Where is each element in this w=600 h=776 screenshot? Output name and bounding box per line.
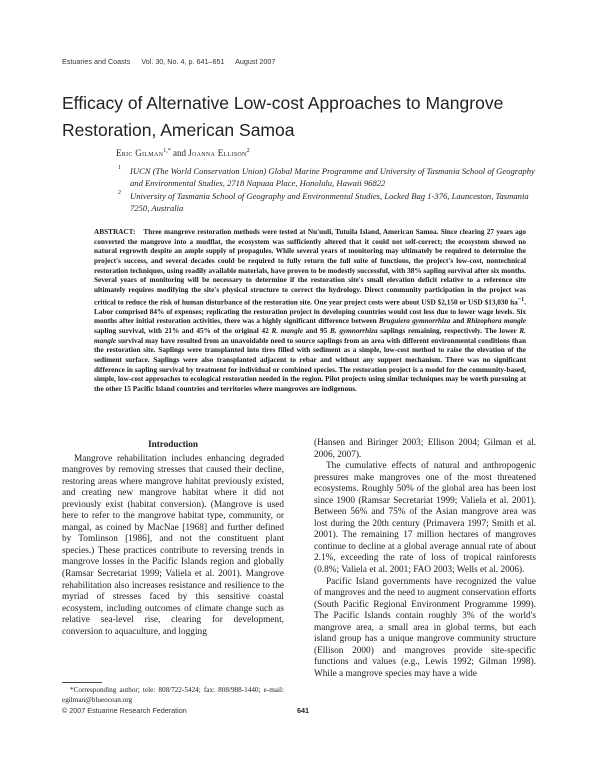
running-head	[62, 57, 284, 66]
intro-paragraph-1-continued: (Hansen and Biringer 2003; Ellison 2004; Gilman et al. 2006, 2007).	[314, 438, 536, 460]
abstract-text: Three mangrove restoration methods were tested at Nu'uuli, Tutuila Island, American Samoa. Since clearing 27 years ago converted the mangrove into a mudflat, the ecosystem was sufficiently altered that it could not self-correct; the ecosystem showed no natural regrowth despite an ample supply of propagules. While several years of monitoring may ultimately be required to determine the project's success, and several decades could be required to fully return the full suite of functions, the project's low-cost, nontechnical restoration techniques, using readily available materials, have proven to be modestly successful, with 38% sapling survival after six months. Several years of monitoring will be necessary to determine if the restoration site's small elevation deficit relative to a reference site ultimately requires modifying the site's physical structure to correct the hydrology. Direct community participation in the project was critical to reduce the risk of human disturbance of the restoration site. One year project costs were about USD $2,150 or USD $13,030 ha	[94, 228, 526, 306]
intro-paragraph-3: Pacific Island governments have recognized the value of mangroves and the need to augment conservation efforts (South Pacific Regional Environment Programme 1999). The Pacific Islands contain roughly 3% of the world's mangrove area, a small area in global terms, but each island group has a unique mangrove community structure (Ellison 2000) and mangroves provide site-specific functions and values (e.g., Lewis 1992; Gilman 1998). While a mangrove species may have a wide	[314, 576, 536, 679]
footnote-divider	[62, 682, 102, 683]
abstract-label: ABSTRACT:	[94, 228, 136, 236]
affiliation-text: IUCN (The World Conservation Union) Global Marine Programme and University of Tasmania School of Geography and Environmental Studies, 2718 Napuaa Place, Honolulu, Hawaii 96822	[130, 166, 535, 189]
abstract-superscript: −1	[517, 296, 525, 303]
author-1-marks: 1,*	[163, 148, 171, 154]
corresponding-author-footnote: *Corresponding author; tele: 808/722-5424; fax: 808/988-1440; e-mail: egilman@blueocean.org	[62, 686, 284, 704]
author-2-marks: 2	[246, 148, 250, 154]
abstract-text: saplings remaining, respectively. The lower	[377, 326, 520, 335]
copyright-notice: © 2007 Estuarine Research Federation	[62, 706, 187, 715]
page-number: 641	[297, 706, 309, 715]
volume-pages: Vol. 30, No. 4, p. 641–651	[141, 57, 225, 66]
affiliations	[118, 165, 538, 215]
right-column	[314, 438, 536, 680]
abstract-text: survival may have resulted from an unavoidable need to source saplings from an area with different environmental conditions than the restoration site. Saplings were transplanted into tires filled with sediment as a simple, low-cost method to raise the elevation of the sediment surface. Saplings were also transplanted adjacent to rebar and without any support mechanism. There was no significant difference in sapling survival by treatment for individual or combined species. The restoration project is a model for the community-based, simple, low-cost approaches to ecological restoration needed in the region. Pilot projects using similar techniques may be worth pursuing at the other 15 Pacific Island countries and territories where mangroves are indigenous.	[94, 336, 526, 393]
author-connector: and	[170, 148, 189, 158]
affiliation-number: 1	[118, 165, 121, 171]
journal-name: Estuaries and Coasts	[62, 57, 131, 66]
section-heading-introduction: Introduction	[148, 439, 198, 449]
abstract	[94, 228, 526, 395]
author-1: Eric Gilman	[116, 148, 164, 158]
species-name: R. mangle	[271, 326, 303, 335]
abstract-text: and 95	[302, 326, 330, 335]
affiliation-1	[118, 165, 538, 190]
species-name: B. gymnorrhiza	[329, 326, 378, 335]
species-name: Rhizophora mangle	[466, 317, 526, 326]
author-2: Joanna Ellison	[188, 148, 247, 158]
species-name: Bruguiera gymnorrhiza	[378, 317, 451, 326]
left-column	[62, 439, 284, 638]
affiliation-number: 2	[118, 189, 121, 196]
affiliation-text: University of Tasmania School of Geography and Environmental Studies, Locked Bag 1-376, Launceston, Tasmania 7250, Australia	[130, 190, 529, 214]
abstract-text: and	[450, 317, 467, 326]
intro-paragraph-2: The cumulative effects of natural and anthropogenic pressures make mangroves one of the most threatened ecosystems. Roughly 50% of the global area has been lost since 1900 (Ramsar Secretariat 1999; Valiela et al. 2001). Between 56% and 75% of the Asian mangrove area was lost during the 20th century (Primavera 1997; Smith et al. 2001). The remaining 17 million hectares of mangroves continue to decline at a global average annual rate of about 2.1%, exceeding the rate of loss of tropical rainforests (0.8%; Valiela et al. 2001; FAO 2003; Wells et al. 2006).	[314, 461, 536, 576]
affiliation-2	[118, 190, 538, 215]
species-name: R. mangle	[94, 326, 526, 345]
intro-paragraph-1: Mangrove rehabilitation includes enhancing degraded mangroves by removing stresses that caused their decline, restoring areas where mangrove habitat previously existed, and creating new mangrove habitat where it did not previously exist (habitat conversion). (Mangrove is used here to refer to the mangrove habitat type, community, or mangal, as coined by MacNae [1968] and further defined by Tomlinson [1986], and not the constituent plant species.) These practices contribute to reversing trends in mangrove losses in the Pacific Islands region and globally (Ramsar Secretariat 1999; Valiela et al. 2001). Mangrove rehabilitation also increases resistance and resilience to the myriad of stresses faced by this sensitive coastal ecosystem, including outcomes of climate change such as relative sea-level rise, clearing for development, conversion to aquaculture, and logging	[62, 453, 284, 637]
paper-title: Efficacy of Alternative Low-cost Approaches to Mangrove Restoration, American Samoa	[62, 93, 504, 140]
abstract-text: sapling survival, with 21% and 45% of the original 42	[94, 326, 272, 335]
author-line	[116, 148, 250, 158]
issue-date: August 2007	[235, 57, 276, 66]
abstract-text: . Labor comprised 84% of expenses; replicating the restoration project in developing countries would cost less due to lower wage levels. Six months after initial restoration activities, there was a highly significant difference between	[94, 298, 526, 326]
